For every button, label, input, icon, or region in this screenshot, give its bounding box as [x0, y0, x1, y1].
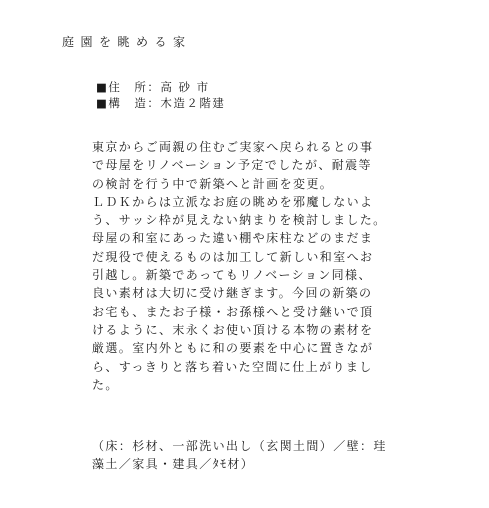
materials-note-line: （床：杉材、一部洗い出し（玄関土間）／壁：珪: [92, 439, 387, 453]
spec-address-label: ■住 所：: [96, 80, 161, 94]
description-line: お宅も、またお子様・お孫様へと受け継いで頂: [92, 304, 374, 319]
description-line: だ現役で使えるものは加工して新しい和室へお: [92, 249, 374, 264]
description-line: 東京からご両親の住むご実家へ戻られるとの事: [92, 140, 374, 154]
description-line: 母屋の和室にあった違い棚や床柱などのまだま: [92, 231, 374, 246]
spec-address-value: 高 砂 市: [160, 80, 210, 94]
description-line: た。: [92, 377, 119, 392]
spec-structure: [96, 95, 225, 111]
spec-structure-value: 木造２階建: [160, 96, 226, 110]
page-title: 庭園を眺める家: [62, 35, 192, 49]
description-line: 厳選。室内外ともに和の要素を中心に置きなが: [92, 341, 374, 356]
description-text: [92, 138, 412, 394]
materials-note-line: 藻土／家具・建具／ﾀﾓ材）: [92, 457, 255, 472]
spec-list: [96, 79, 225, 111]
materials-note: [92, 437, 387, 474]
description-line: けるように、末永くお使い頂ける本物の素材を: [92, 322, 374, 337]
description-line: ら、すっきりと落ち着いた空間に仕上がりまし: [92, 359, 373, 374]
description-line: う、サッシ枠が見えない納まりを検討しました。: [92, 213, 387, 228]
description-line: 良い素材は大切に受け継ぎます。今回の新築の: [92, 286, 373, 301]
description-line: の検討を行う中で新築へと計画を変更。: [92, 176, 334, 191]
spec-address: [96, 79, 225, 95]
spec-structure-label: ■構 造：: [96, 96, 161, 110]
description-line: で母屋をリノベーション予定でしたが、耐震等: [92, 158, 372, 173]
description-line: 引越し。新築であってもリノベーション同様、: [92, 268, 372, 283]
description-line: ＬＤＫからは立派なお庭の眺めを邪魔しないよ: [92, 194, 374, 209]
